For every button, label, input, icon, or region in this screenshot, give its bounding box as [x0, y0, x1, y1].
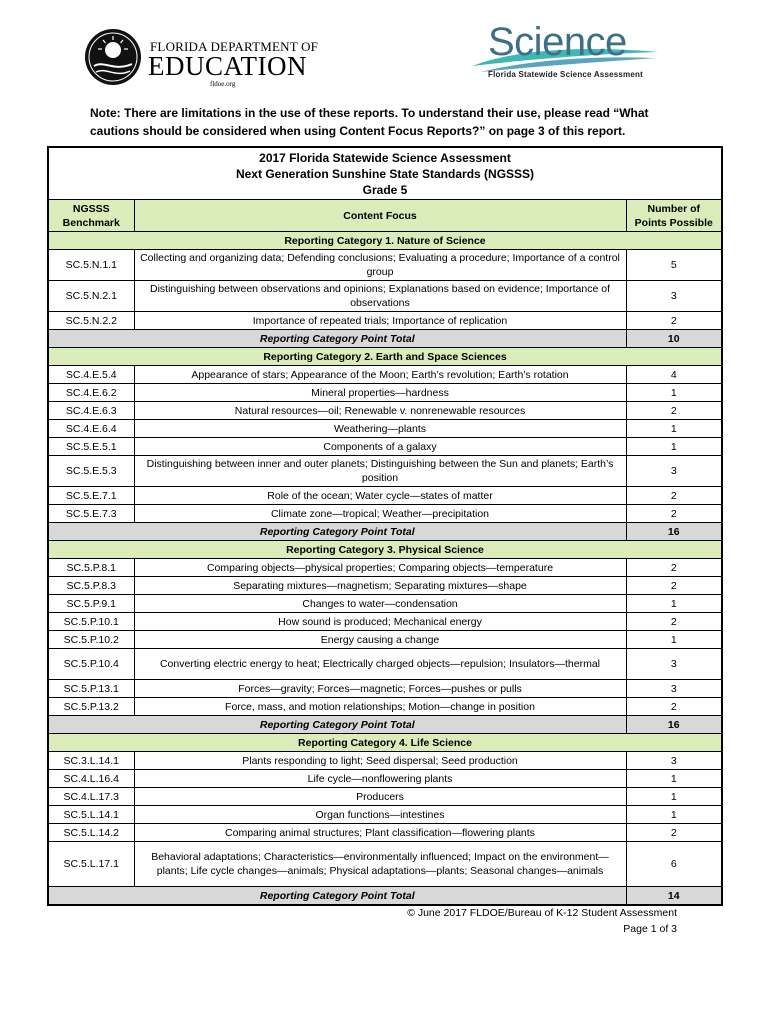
- benchmark-cell: SC.5.P.9.1: [48, 595, 134, 613]
- points-cell: 2: [626, 559, 722, 577]
- benchmark-cell: SC.5.L.17.1: [48, 842, 134, 887]
- fldoe-url: fldoe.org: [210, 80, 236, 88]
- points-cell: 1: [626, 770, 722, 788]
- content-focus-cell: Organ functions—intestines: [134, 806, 626, 824]
- table-row: [48, 281, 722, 312]
- benchmark-cell: SC.5.E.7.3: [48, 505, 134, 523]
- fldoe-line2: EDUCATION: [148, 51, 307, 81]
- table-row: [48, 613, 722, 631]
- content-focus-cell: Producers: [134, 788, 626, 806]
- fldoe-logo: [84, 28, 319, 92]
- content-focus-cell: Distinguishing between inner and outer planets; Distinguishing between the Sun and planets; Earth’s position: [134, 456, 626, 487]
- category-total-value: 16: [626, 716, 722, 734]
- table-row: [48, 250, 722, 281]
- table-title: [48, 147, 722, 200]
- title-line-2: Next Generation Sunshine State Standards (NGSSS): [235, 167, 535, 181]
- benchmark-cell: SC.5.E.5.3: [48, 456, 134, 487]
- content-focus-cell: Weathering—plants: [134, 420, 626, 438]
- points-cell: 1: [626, 631, 722, 649]
- benchmark-cell: SC.5.P.10.4: [48, 649, 134, 680]
- table-row: [48, 487, 722, 505]
- category-total-label: Reporting Category Point Total: [48, 523, 626, 541]
- points-cell: 3: [626, 680, 722, 698]
- category-name: Reporting Category 4. Life Science: [48, 734, 722, 752]
- benchmark-cell: SC.5.P.8.3: [48, 577, 134, 595]
- table-row: [48, 312, 722, 330]
- points-cell: 2: [626, 487, 722, 505]
- title-line-3: Grade 5: [362, 183, 408, 197]
- category-row: [48, 734, 722, 752]
- science-subtitle: Florida Statewide Science Assessment: [488, 70, 643, 79]
- table-row: [48, 456, 722, 487]
- table-row: [48, 402, 722, 420]
- table-row: [48, 680, 722, 698]
- table-row: [48, 631, 722, 649]
- content-focus-table: [47, 146, 723, 906]
- category-total-row: [48, 887, 722, 906]
- content-focus-cell: Climate zone—tropical; Weather—precipitation: [134, 505, 626, 523]
- content-focus-cell: Energy causing a change: [134, 631, 626, 649]
- category-name: Reporting Category 3. Physical Science: [48, 541, 722, 559]
- florida-seal-icon: [84, 28, 142, 86]
- table-row: [48, 559, 722, 577]
- title-line-1: 2017 Florida Statewide Science Assessment: [259, 151, 511, 165]
- content-focus-cell: Life cycle—nonflowering plants: [134, 770, 626, 788]
- benchmark-cell: SC.4.E.6.2: [48, 384, 134, 402]
- benchmark-cell: SC.5.E.7.1: [48, 487, 134, 505]
- table-row: [48, 824, 722, 842]
- col-focus-header: Content Focus: [134, 200, 626, 232]
- category-total-label: Reporting Category Point Total: [48, 887, 626, 906]
- content-focus-cell: Comparing objects—physical properties; Comparing objects—temperature: [134, 559, 626, 577]
- science-word: Science: [488, 20, 627, 64]
- content-focus-cell: Converting electric energy to heat; Electrically charged objects—repulsion; Insulators—thermal: [134, 649, 626, 680]
- benchmark-cell: SC.4.E.5.4: [48, 366, 134, 384]
- category-name: Reporting Category 1. Nature of Science: [48, 232, 722, 250]
- points-cell: 2: [626, 402, 722, 420]
- content-focus-cell: Collecting and organizing data; Defending conclusions; Evaluating a procedure; Importance of a control group: [134, 250, 626, 281]
- benchmark-cell: SC.5.N.1.1: [48, 250, 134, 281]
- content-focus-cell: How sound is produced; Mechanical energy: [134, 613, 626, 631]
- points-cell: 2: [626, 698, 722, 716]
- table-title-row: [48, 147, 722, 200]
- points-cell: 2: [626, 312, 722, 330]
- footer-copyright: © June 2017 FLDOE/Bureau of K-12 Student Assessment: [407, 907, 677, 919]
- benchmark-cell: SC.4.E.6.3: [48, 402, 134, 420]
- category-total-label: Reporting Category Point Total: [48, 330, 626, 348]
- col-benchmark-header: NGSSS Benchmark: [48, 200, 134, 232]
- benchmark-cell: SC.5.N.2.2: [48, 312, 134, 330]
- table-row: [48, 842, 722, 887]
- points-cell: 1: [626, 384, 722, 402]
- benchmark-cell: SC.5.P.13.1: [48, 680, 134, 698]
- content-focus-cell: Mineral properties—hardness: [134, 384, 626, 402]
- points-cell: 1: [626, 420, 722, 438]
- category-row: [48, 232, 722, 250]
- category-total-value: 10: [626, 330, 722, 348]
- category-name: Reporting Category 2. Earth and Space Sciences: [48, 348, 722, 366]
- points-cell: 4: [626, 366, 722, 384]
- benchmark-cell: SC.3.L.14.1: [48, 752, 134, 770]
- content-focus-cell: Comparing animal structures; Plant classification—flowering plants: [134, 824, 626, 842]
- table-row: [48, 788, 722, 806]
- table-row: [48, 420, 722, 438]
- table-row: [48, 806, 722, 824]
- points-cell: 3: [626, 456, 722, 487]
- category-total-value: 14: [626, 887, 722, 906]
- table-row: [48, 770, 722, 788]
- content-focus-cell: Force, mass, and motion relationships; Motion—change in position: [134, 698, 626, 716]
- category-total-row: [48, 716, 722, 734]
- benchmark-cell: SC.5.P.13.2: [48, 698, 134, 716]
- benchmark-cell: SC.5.N.2.1: [48, 281, 134, 312]
- table-row: [48, 595, 722, 613]
- header-row: [48, 200, 722, 232]
- points-cell: 2: [626, 505, 722, 523]
- content-focus-cell: Forces—gravity; Forces—magnetic; Forces—pushes or pulls: [134, 680, 626, 698]
- content-focus-cell: Importance of repeated trials; Importance of replication: [134, 312, 626, 330]
- points-cell: 1: [626, 806, 722, 824]
- table-row: [48, 752, 722, 770]
- content-focus-cell: Changes to water—condensation: [134, 595, 626, 613]
- content-focus-cell: Components of a galaxy: [134, 438, 626, 456]
- category-total-label: Reporting Category Point Total: [48, 716, 626, 734]
- points-cell: 2: [626, 577, 722, 595]
- benchmark-cell: SC.5.P.10.2: [48, 631, 134, 649]
- benchmark-cell: SC.5.P.8.1: [48, 559, 134, 577]
- table-row: [48, 366, 722, 384]
- table-row: [48, 577, 722, 595]
- points-cell: 1: [626, 438, 722, 456]
- table-row: [48, 698, 722, 716]
- points-cell: 1: [626, 788, 722, 806]
- category-row: [48, 541, 722, 559]
- table-row: [48, 384, 722, 402]
- table-row: [48, 649, 722, 680]
- benchmark-cell: SC.5.L.14.2: [48, 824, 134, 842]
- content-focus-cell: Appearance of stars; Appearance of the Moon; Earth’s revolution; Earth’s rotation: [134, 366, 626, 384]
- category-total-value: 16: [626, 523, 722, 541]
- table-row: [48, 505, 722, 523]
- points-cell: 3: [626, 649, 722, 680]
- content-focus-cell: Separating mixtures—magnetism; Separating mixtures—shape: [134, 577, 626, 595]
- content-focus-cell: Natural resources—oil; Renewable v. nonrenewable resources: [134, 402, 626, 420]
- table-row: [48, 438, 722, 456]
- category-row: [48, 348, 722, 366]
- points-cell: 3: [626, 281, 722, 312]
- limitations-note: Note: There are limitations in the use of these reports. To understand their use, please read “What cautions should be considered when using Content Focus Reports?” on page 3 of this report.: [90, 106, 649, 138]
- category-total-row: [48, 330, 722, 348]
- science-logo: [470, 20, 660, 84]
- content-focus-cell: Plants responding to light; Seed dispersal; Seed production: [134, 752, 626, 770]
- benchmark-cell: SC.4.L.17.3: [48, 788, 134, 806]
- points-cell: 5: [626, 250, 722, 281]
- points-cell: 2: [626, 613, 722, 631]
- benchmark-cell: SC.4.E.6.4: [48, 420, 134, 438]
- footer-page-number: Page 1 of 3: [623, 923, 677, 935]
- benchmark-cell: SC.5.P.10.1: [48, 613, 134, 631]
- content-focus-cell: Behavioral adaptations; Characteristics—environmentally influenced; Impact on the environment—plants; Life cycle changes—animals; Physical adaptations—plants; Seasonal changes—animals: [134, 842, 626, 887]
- points-cell: 1: [626, 595, 722, 613]
- content-focus-cell: Distinguishing between observations and opinions; Explanations based on evidence; Importance of observations: [134, 281, 626, 312]
- fldoe-line1: FLORIDA DEPARTMENT OF: [150, 39, 319, 54]
- points-cell: 3: [626, 752, 722, 770]
- col-points-header: Number of Points Possible: [626, 200, 722, 232]
- benchmark-cell: SC.5.L.14.1: [48, 806, 134, 824]
- benchmark-cell: SC.5.E.5.1: [48, 438, 134, 456]
- content-focus-cell: Role of the ocean; Water cycle—states of matter: [134, 487, 626, 505]
- points-cell: 6: [626, 842, 722, 887]
- category-total-row: [48, 523, 722, 541]
- points-cell: 2: [626, 824, 722, 842]
- benchmark-cell: SC.4.L.16.4: [48, 770, 134, 788]
